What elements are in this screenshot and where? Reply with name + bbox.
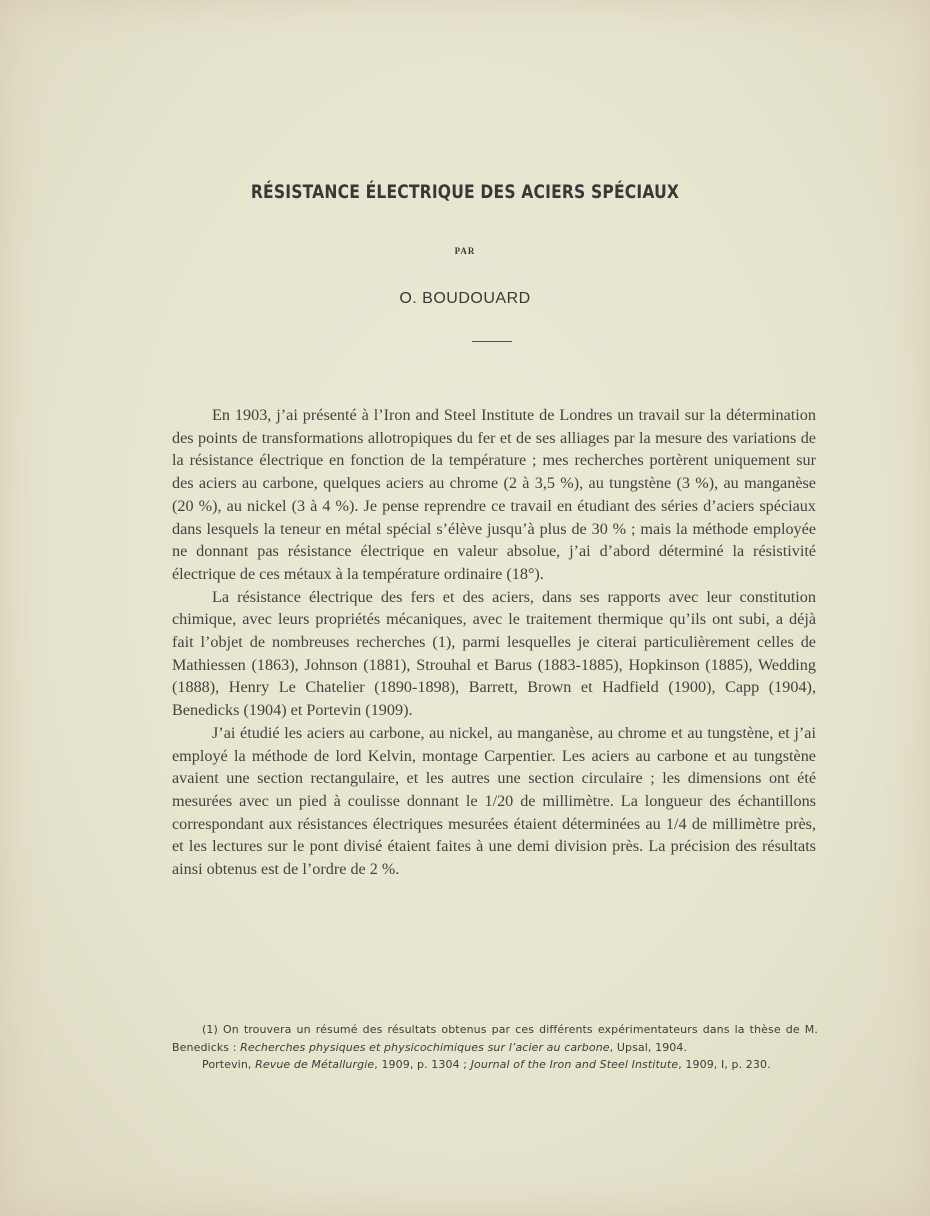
footnotes bbox=[172, 1021, 818, 1074]
paragraph-1: En 1903, j’ai présenté à l’Iron and Steel Institute de Londres un travail sur la détermination des points de transformations allotropiques du fer et de ses alliages par la mesure des variations de la résistance électrique en fonction de la température ; mes recherches portèrent uniquement sur des aciers au carbone, quelques aciers au chrome (2 à 3,5 %), au tungstène (3 %), au manganèse (20 %), au nickel (3 à 4 %). Je pense reprendre ce travail en étudiant des séries d’aciers spéciaux dans lesquels la teneur en métal spécial s’élève jusqu’à plus de 30 % ; mais la méthode employée ne donnant pas résistance électrique en valeur absolue, j’ai d’abord déterminé la résistivité électrique de ces métaux à la température ordinaire (18°). bbox=[172, 406, 816, 583]
footnote-2-journal-1: Revue de Métallurgie bbox=[255, 1058, 375, 1071]
footnote-1-book-title: Recherches physiques et physicochimiques sur l’acier au carbone bbox=[240, 1040, 610, 1054]
footnote-2 bbox=[172, 1056, 818, 1074]
paragraph-2: La résistance électrique des fers et des aciers, dans ses rapports avec leur constitution chimique, avec leurs propriétés mécaniques, avec le traitement thermique qu’ils ont subi, a déjà fait l’objet de nombreuses recherches (1), parmi lesquelles je citerai particulièrement celles de Mathiessen (1863), Johnson (1881), Strouhal et Barus (1883-1885), Hopkinson (1885), Wedding (1888), Henry Le Chatelier (1890-1898), Barrett, Brown et Hadfield (1900), Capp (1904), Benedicks (1904) et Portevin (1909). bbox=[172, 587, 816, 720]
footnote-2-ref-1: , 1909, p. 1304 ; bbox=[374, 1058, 471, 1071]
paragraph-3: J’ai étudié les aciers au carbone, au nickel, au manganèse, au chrome et au tungstène, et j’ai employé la méthode de lord Kelvin, montage Carpentier. Les aciers au carbone et au tungstène avaient une section rectangulaire, et les autres une section circulaire ; les dimensions ont été mesurées avec un pied à coulisse donnant le 1/20 de millimètre. La longueur des échantillons correspondant aux résistances électriques mesurées étaient déterminées au 1/4 de millimètre près, et les lectures sur le pont divisé étaient faites à une demi division près. La précision des résultats ainsi obtenus est de l’ordre de 2 %. bbox=[172, 723, 816, 879]
byline-par: PAR bbox=[454, 246, 476, 256]
footnote-1-text: (1) On trouvera un résumé des résultats obtenus par ces différents expérimentateurs dans la thèse de M. Benedicks : bbox=[172, 1023, 818, 1054]
title-divider bbox=[472, 341, 512, 342]
author-name: O. BOUDOUARD bbox=[399, 290, 531, 307]
article-title: RÉSISTANCE ÉLECTRIQUE DES ACIERS SPÉCIAUX bbox=[250, 181, 680, 203]
footnote-2-journal-2: Journal of the Iron and Steel Institute bbox=[470, 1058, 679, 1071]
footnote-1 bbox=[172, 1021, 818, 1056]
footnote-2-ref-2: , 1909, I, p. 230. bbox=[678, 1058, 771, 1071]
footnote-1-end: , Upsal, 1904. bbox=[609, 1040, 688, 1054]
article-body bbox=[172, 404, 816, 881]
footnote-2-author: Portevin, bbox=[202, 1058, 256, 1071]
